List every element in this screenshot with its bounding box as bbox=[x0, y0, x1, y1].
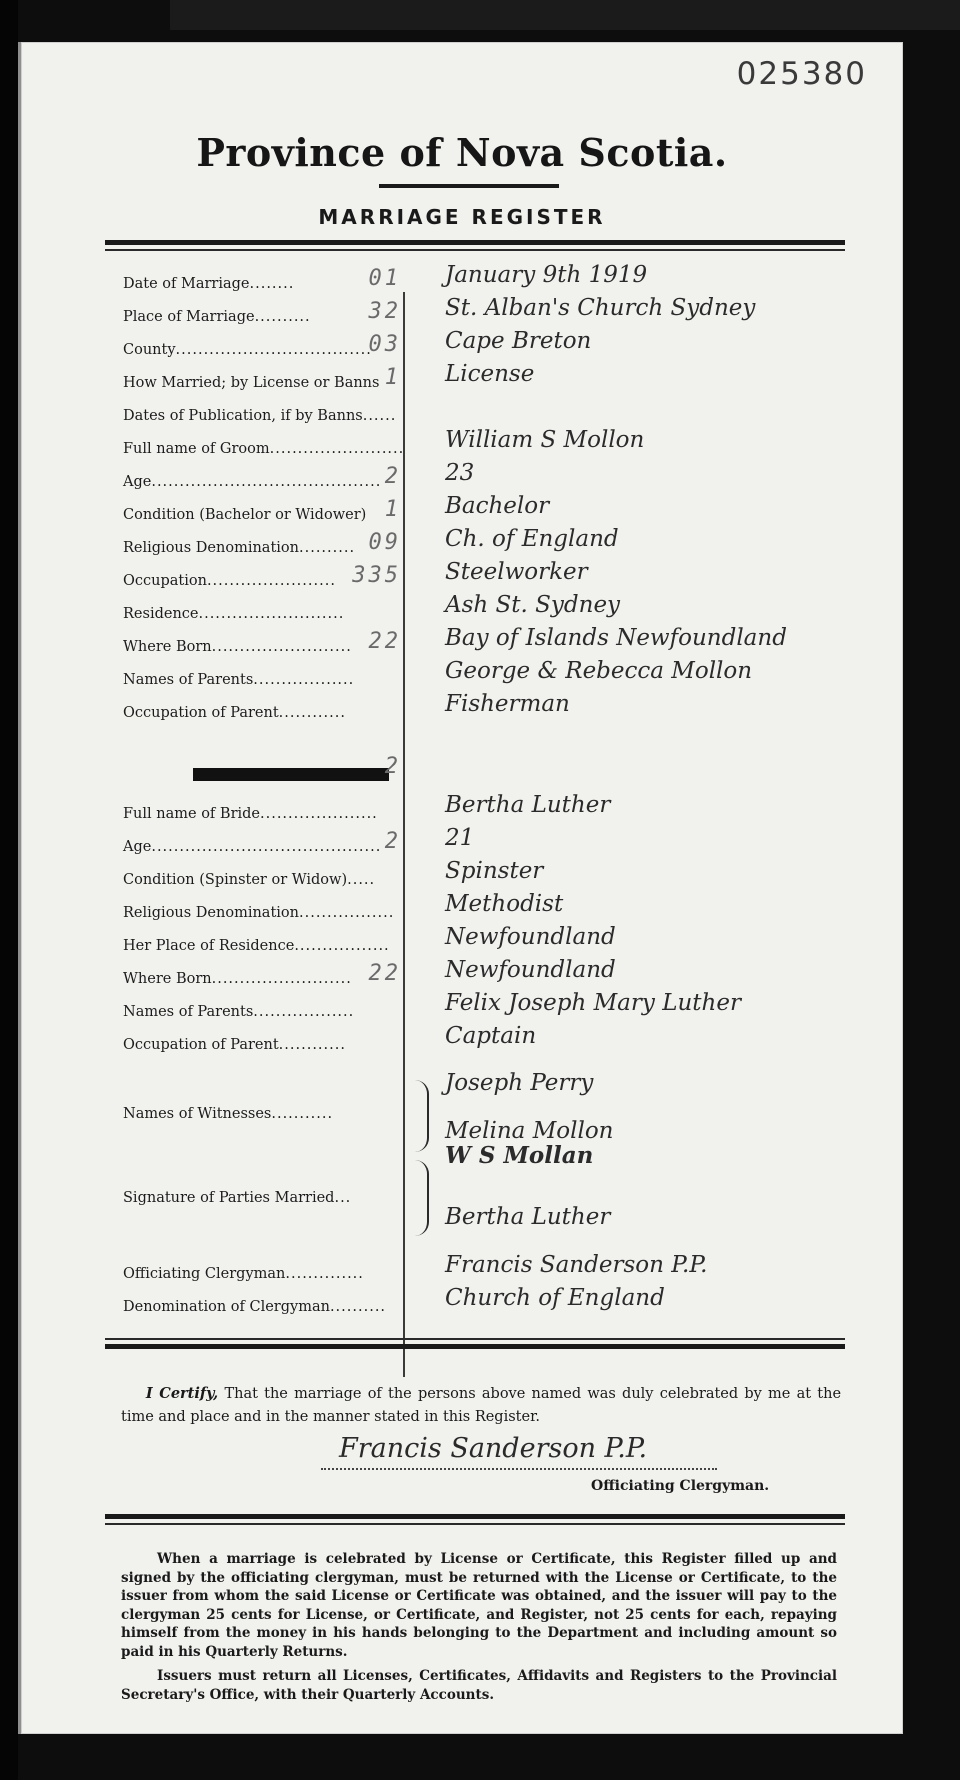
leader-dots: ................................... bbox=[175, 342, 372, 358]
field-code: 1 bbox=[384, 365, 401, 390]
party-signature-row bbox=[105, 1204, 845, 1246]
instructions bbox=[121, 1550, 837, 1710]
field-value: Spinster bbox=[445, 858, 544, 884]
field-value: Steelworker bbox=[445, 559, 588, 585]
field-row-bride-parent-occupation bbox=[105, 1023, 845, 1065]
field-row-bride-name bbox=[105, 792, 845, 834]
field-value: Ch. of England bbox=[445, 526, 619, 552]
field-label: Place of Marriage bbox=[123, 309, 255, 325]
leader-dots: ............ bbox=[278, 705, 346, 721]
leader-dots: ..................... bbox=[260, 806, 378, 822]
field-label: Religious Denomination bbox=[123, 905, 299, 921]
signature-line bbox=[321, 1468, 717, 1470]
register-form bbox=[18, 42, 903, 1734]
field-label: Occupation bbox=[123, 573, 207, 589]
instruction-paragraph: Issuers must return all Licenses, Certificates, Affidavits and Registers to the Provincial Secretary's Office, with their Quarterly Accounts. bbox=[121, 1668, 837, 1703]
field-row-groom-parent-occupation bbox=[105, 691, 845, 733]
certificate-statement bbox=[121, 1382, 841, 1429]
field-label: Dates of Publication, if by Banns bbox=[123, 408, 363, 424]
field-value: January 9th 1919 bbox=[445, 262, 648, 288]
field-label: Occupation of Parent bbox=[123, 1037, 279, 1053]
field-label: Age bbox=[123, 839, 152, 855]
field-code: 2 bbox=[384, 829, 401, 854]
leader-dots: .................. bbox=[253, 1004, 355, 1020]
field-value: William S Mollon bbox=[445, 427, 645, 453]
field-label: County bbox=[123, 342, 176, 358]
field-label: Her Place of Residence bbox=[123, 938, 295, 954]
field-code: 2 bbox=[384, 464, 401, 489]
field-value: 23 bbox=[445, 460, 475, 486]
witness-value-row bbox=[105, 1070, 845, 1112]
field-value: Newfoundland bbox=[445, 924, 616, 950]
field-value: Church of England bbox=[445, 1285, 665, 1311]
section-rule-thick bbox=[105, 1344, 845, 1349]
field-label: Condition (Spinster or Widow) bbox=[123, 872, 348, 888]
field-label: Full name of Bride bbox=[123, 806, 260, 822]
field-label: Religious Denomination bbox=[123, 540, 299, 556]
field-code: 22 bbox=[368, 961, 401, 986]
leader-dots: ...... bbox=[362, 408, 397, 424]
bottom-rule-thin bbox=[105, 1523, 845, 1525]
field-code: 03 bbox=[368, 332, 401, 357]
leader-dots: ......................... bbox=[211, 971, 352, 987]
top-rule-thin bbox=[105, 249, 845, 251]
field-value: Ash St. Sydney bbox=[445, 592, 621, 618]
section-rule-thin bbox=[105, 1338, 845, 1340]
field-row-groom-name bbox=[105, 427, 845, 469]
leader-dots: ........... bbox=[271, 1106, 334, 1122]
title-underline bbox=[379, 184, 559, 188]
bride-code: 2 bbox=[384, 754, 401, 779]
field-row-how-married bbox=[105, 361, 845, 403]
field-label: Full name of Groom bbox=[123, 441, 270, 457]
leader-dots: ....................... bbox=[206, 573, 336, 589]
field-value: Cape Breton bbox=[445, 328, 592, 354]
field-label: How Married; by License or Banns bbox=[123, 375, 380, 391]
leader-dots: .......... bbox=[299, 540, 356, 556]
field-label: Age bbox=[123, 474, 152, 490]
form-title: Province of Nova Scotia. bbox=[196, 130, 728, 175]
leader-dots: ................. bbox=[294, 938, 390, 954]
bottom-rule-thick bbox=[105, 1514, 845, 1519]
leader-dots: ........ bbox=[249, 276, 295, 292]
field-value: Felix Joseph Mary Luther bbox=[445, 990, 741, 1016]
field-value: George & Rebecca Mollon bbox=[445, 658, 753, 684]
top-rule bbox=[105, 240, 845, 245]
field-code: 09 bbox=[368, 530, 401, 555]
signature-caption: Officiating Clergyman. bbox=[591, 1478, 770, 1494]
certificate-lead: I Certify, bbox=[145, 1385, 219, 1402]
bride-signature: Bertha Luther bbox=[445, 1204, 611, 1230]
field-code: 32 bbox=[368, 299, 401, 324]
field-label: Names of Parents bbox=[123, 1004, 254, 1020]
leader-dots: .......................... bbox=[198, 606, 345, 622]
field-label: Denomination of Clergyman bbox=[123, 1299, 330, 1315]
field-label: Condition (Bachelor or Widower) bbox=[123, 507, 367, 523]
field-label: Occupation of Parent bbox=[123, 705, 279, 721]
field-value: Bertha Luther bbox=[445, 792, 611, 818]
field-value: Methodist bbox=[445, 891, 564, 917]
scan-border-top bbox=[170, 0, 960, 30]
form-subtitle: MARRIAGE REGISTER bbox=[318, 205, 606, 229]
field-label: Signature of Parties Married bbox=[123, 1190, 335, 1206]
field-value: License bbox=[445, 361, 535, 387]
witness-1-value: Joseph Perry bbox=[445, 1070, 594, 1096]
groom-signature: W S Mollan bbox=[445, 1142, 594, 1169]
leader-dots: .............. bbox=[285, 1266, 364, 1282]
field-value: Newfoundland bbox=[445, 957, 616, 983]
leader-dots: ........................ bbox=[269, 441, 405, 457]
leader-dots: ......................................... bbox=[151, 474, 382, 490]
party-signature-row bbox=[105, 1142, 845, 1184]
leader-dots: .................. bbox=[253, 672, 355, 688]
witness-2-value: Melina Mollon bbox=[445, 1118, 614, 1144]
serial-number: 025380 bbox=[736, 56, 867, 92]
field-label: Names of Parents bbox=[123, 672, 254, 688]
field-value: St. Alban's Church Sydney bbox=[445, 295, 756, 321]
bride-section-code-row bbox=[105, 754, 845, 792]
leader-dots: ......................................... bbox=[151, 839, 382, 855]
scan-border-left bbox=[0, 0, 18, 1780]
field-value: 21 bbox=[445, 825, 475, 851]
field-value: Francis Sanderson P.P. bbox=[445, 1252, 708, 1278]
certificate-text: That the marriage of the persons above named was duly celebrated by me at the time and place and in the manner stated in this Register. bbox=[121, 1386, 842, 1425]
leader-dots: ..... bbox=[347, 872, 376, 888]
field-label: Where Born bbox=[123, 971, 212, 987]
leader-dots: .......... bbox=[329, 1299, 387, 1315]
field-code: 335 bbox=[352, 563, 401, 588]
field-value: Captain bbox=[445, 1023, 537, 1049]
field-label: Date of Marriage bbox=[123, 276, 250, 292]
leader-dots: .......... bbox=[254, 309, 311, 325]
leader-dots: ......................... bbox=[211, 639, 352, 655]
leader-dots: ................. bbox=[299, 905, 395, 921]
field-row-clergy-denomination bbox=[105, 1285, 845, 1327]
leader-dots: ............ bbox=[278, 1037, 346, 1053]
field-label: Where Born bbox=[123, 639, 212, 655]
clergyman-signature: Francis Sanderson P.P. bbox=[339, 1433, 648, 1464]
field-code: 22 bbox=[368, 629, 401, 654]
field-value: Bay of Islands Newfoundland bbox=[445, 625, 787, 651]
instruction-paragraph: When a marriage is celebrated by License or Certificate, this Register filled up and signed by the officiating clergyman, must be returned with the License or Certificate, to the issuer from whom the said License or Certificate was obtained, and the issuer will pay to the clergyman 25 cents for License, or Certificate, and Register, not 25 cents for each, repaying himself from the money in his hands belonging to the Department and including amount so paid in his Quarterly Returns. bbox=[121, 1551, 837, 1660]
field-value: Fisherman bbox=[445, 691, 570, 717]
field-code: 1 bbox=[384, 497, 401, 522]
field-code: 01 bbox=[368, 266, 401, 291]
field-label: Names of Witnesses bbox=[123, 1106, 272, 1122]
field-label: Officiating Clergyman bbox=[123, 1266, 286, 1282]
field-value: Bachelor bbox=[445, 493, 550, 519]
leader-dots: ... bbox=[334, 1190, 352, 1206]
field-label: Residence bbox=[123, 606, 199, 622]
